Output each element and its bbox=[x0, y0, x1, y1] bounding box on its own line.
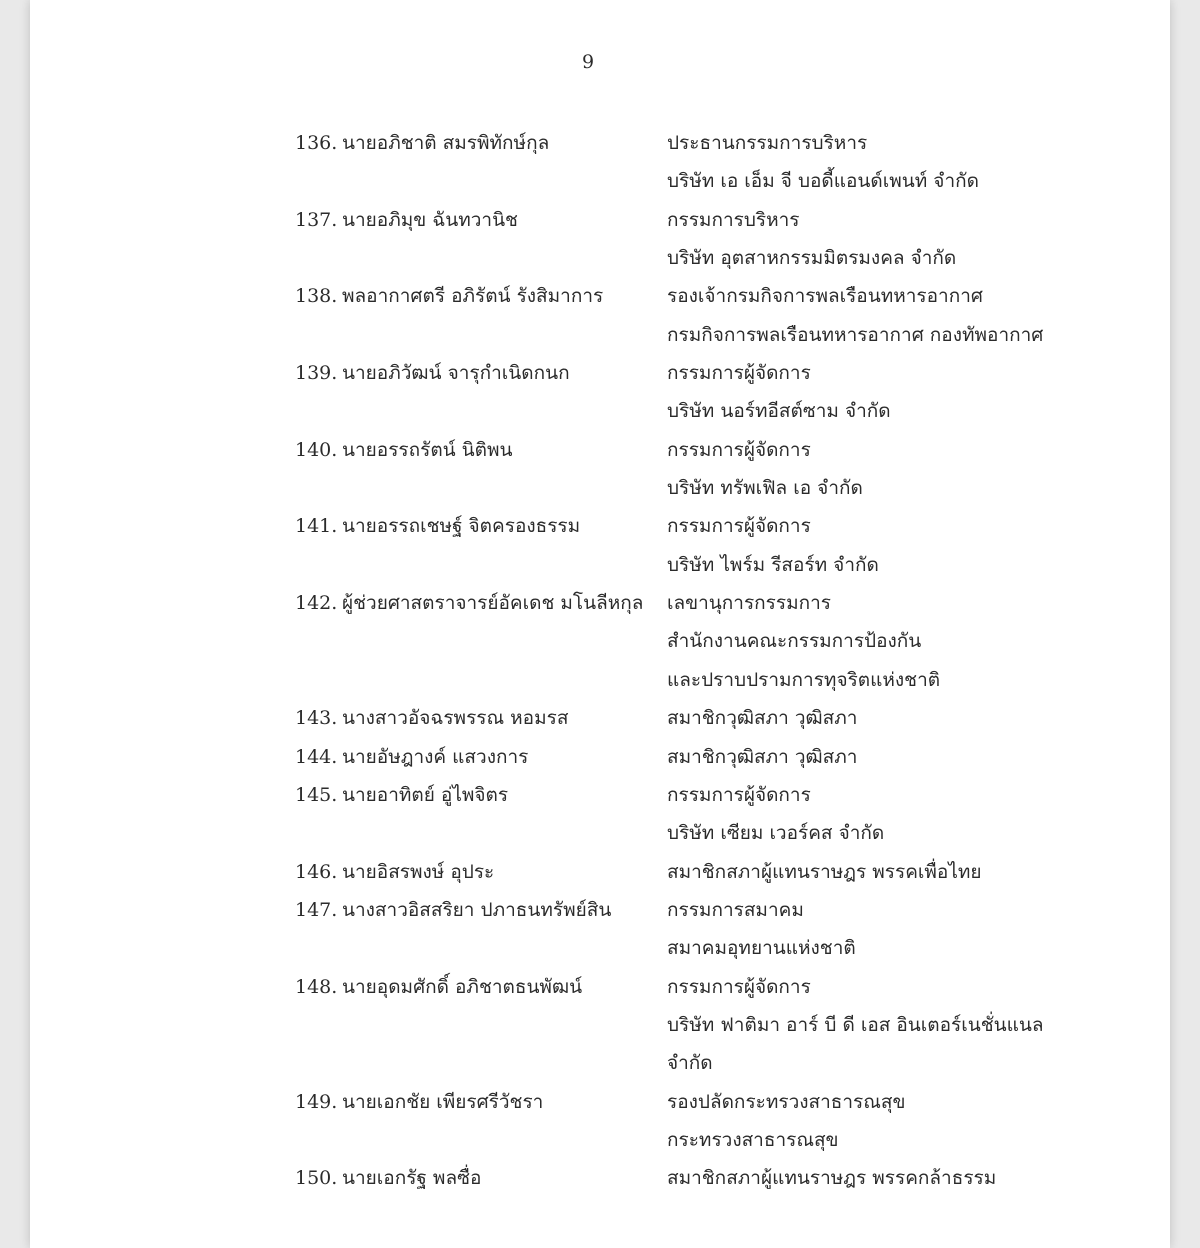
entry-number: 143. bbox=[295, 707, 338, 730]
entry-name: นายอรรถเชษฐ์ จิตครองธรรม bbox=[342, 515, 581, 538]
entry-position: กรรมการบริหาร bbox=[667, 208, 800, 231]
list-item bbox=[30, 776, 1170, 814]
list-item-continuation bbox=[30, 162, 1170, 200]
entry-position: กรมกิจการพลเรือนทหารอากาศ กองทัพอากาศ bbox=[667, 323, 1044, 346]
entry-position: บริษัท เอ เอ็ม จี บอดี้แอนด์เพนท์ จำกัด bbox=[667, 170, 979, 193]
entry-number: 144. bbox=[295, 745, 338, 768]
entry-position: บริษัท ทรัพเฟิล เอ จำกัด bbox=[667, 477, 863, 500]
entry-position: กรรมการสมาคม bbox=[667, 898, 804, 921]
list-item-continuation bbox=[30, 1121, 1170, 1159]
entry-position: สมาชิกวุฒิสภา วุฒิสภา bbox=[667, 745, 858, 768]
entry-position: บริษัท ฟาติมา อาร์ บี ดี เอส อินเตอร์เนชั่นแนล bbox=[667, 1013, 1044, 1036]
list-item-continuation bbox=[30, 239, 1170, 277]
list-item bbox=[30, 201, 1170, 239]
entry-name: นายอัษฎางค์ แสวงการ bbox=[342, 745, 529, 768]
entry-position: และปราบปรามการทุจริตแห่งชาติ bbox=[667, 668, 941, 691]
entry-number: 139. bbox=[295, 362, 338, 385]
entry-name: ผู้ช่วยศาสตราจารย์อัคเดช มโนลีหกุล bbox=[342, 592, 644, 615]
list-item-continuation bbox=[30, 1044, 1170, 1082]
entry-position: สมาชิกวุฒิสภา วุฒิสภา bbox=[667, 707, 858, 730]
entry-name: นายอรรถรัตน์ นิติพน bbox=[342, 438, 513, 461]
entry-position: สมาชิกสภาผู้แทนราษฎร พรรคกล้าธรรม bbox=[667, 1167, 997, 1190]
document-page bbox=[30, 0, 1170, 1248]
entry-name: นายเอกชัย เพียรศรีวัชรา bbox=[342, 1090, 544, 1113]
entry-name: นายอภิชาติ สมรพิทักษ์กุล bbox=[342, 132, 550, 154]
entry-name: นายอภิวัฒน์ จารุกำเนิดกนก bbox=[342, 362, 570, 385]
entry-number: 148. bbox=[295, 975, 338, 998]
entry-position: เลขานุการกรรมการ bbox=[667, 592, 831, 615]
list-item-continuation bbox=[30, 316, 1170, 354]
entry-position: กรรมการผู้จัดการ bbox=[667, 362, 811, 385]
entry-number: 136. bbox=[295, 132, 338, 154]
entry-position: สมาชิกสภาผู้แทนราษฎร พรรคเพื่อไทย bbox=[667, 860, 982, 883]
entry-position: บริษัท อุตสาหกรรมมิตรมงคล จำกัด bbox=[667, 247, 957, 270]
entry-position: จำกัด bbox=[667, 1052, 713, 1075]
entry-number: 145. bbox=[295, 783, 338, 806]
entry-name: นางสาวอิสสริยา ปภาธนทรัพย์สิน bbox=[342, 898, 612, 921]
list-item bbox=[30, 1083, 1170, 1121]
entry-name: นายอุดมศักดิ์ อภิชาตธนพัฒน์ bbox=[342, 975, 583, 998]
entry-position: สมาคมอุทยานแห่งชาติ bbox=[667, 937, 856, 960]
list-item bbox=[30, 699, 1170, 737]
entry-name: นายอาทิตย์ อู่ไพจิตร bbox=[342, 783, 509, 806]
list-item bbox=[30, 1159, 1170, 1197]
entry-number: 150. bbox=[295, 1167, 338, 1190]
entry-name: นายอภิมุข ฉันทวานิช bbox=[342, 208, 518, 231]
list-item bbox=[30, 354, 1170, 392]
entry-position: รองปลัดกระทรวงสาธารณสุข bbox=[667, 1090, 906, 1113]
entry-position: กระทรวงสาธารณสุข bbox=[667, 1128, 839, 1151]
list-item-continuation bbox=[30, 1006, 1170, 1044]
list-item-continuation bbox=[30, 622, 1170, 660]
entry-position: ประธานกรรมการบริหาร bbox=[667, 132, 868, 154]
entry-position: รองเจ้ากรมกิจการพลเรือนทหารอากาศ bbox=[667, 285, 983, 308]
entry-number: 138. bbox=[295, 285, 338, 308]
list-item bbox=[30, 507, 1170, 545]
entry-list bbox=[30, 124, 1170, 1198]
entry-position: บริษัท ไพร์ม รีสอร์ท จำกัด bbox=[667, 553, 879, 576]
list-item bbox=[30, 584, 1170, 622]
entry-number: 140. bbox=[295, 438, 338, 461]
entry-position: กรรมการผู้จัดการ bbox=[667, 515, 811, 538]
entry-position: กรรมการผู้จัดการ bbox=[667, 975, 811, 998]
entry-name: นางสาวอัจฉรพรรณ หอมรส bbox=[342, 707, 569, 730]
list-item bbox=[30, 738, 1170, 776]
entry-number: 142. bbox=[295, 592, 338, 615]
list-item-continuation bbox=[30, 814, 1170, 852]
list-item-continuation bbox=[30, 469, 1170, 507]
entry-position: สำนักงานคณะกรรมการป้องกัน bbox=[667, 630, 922, 653]
entry-number: 147. bbox=[295, 898, 338, 921]
list-item-continuation bbox=[30, 929, 1170, 967]
list-item bbox=[30, 853, 1170, 891]
list-item bbox=[30, 891, 1170, 929]
entry-number: 149. bbox=[295, 1090, 338, 1113]
entry-number: 146. bbox=[295, 860, 338, 883]
entry-name: พลอากาศตรี อภิรัตน์ รังสิมาการ bbox=[342, 285, 604, 308]
list-item-continuation bbox=[30, 546, 1170, 584]
entry-number: 141. bbox=[295, 515, 338, 538]
list-item bbox=[30, 277, 1170, 315]
page-number: 9 bbox=[581, 51, 595, 73]
entry-position: บริษัท เซียม เวอร์คส จำกัด bbox=[667, 822, 885, 845]
entry-position: กรรมการผู้จัดการ bbox=[667, 438, 811, 461]
entry-name: นายอิสรพงษ์ อุประ bbox=[342, 860, 495, 883]
entry-position: กรรมการผู้จัดการ bbox=[667, 783, 811, 806]
list-item-continuation bbox=[30, 661, 1170, 699]
entry-name: นายเอกรัฐ พลซื่อ bbox=[342, 1167, 482, 1190]
list-item bbox=[30, 968, 1170, 1006]
entry-number: 137. bbox=[295, 208, 338, 231]
list-item bbox=[30, 431, 1170, 469]
entry-position: บริษัท นอร์ทอีสต์ซาม จำกัด bbox=[667, 400, 891, 423]
list-item bbox=[30, 124, 1170, 162]
list-item-continuation bbox=[30, 392, 1170, 430]
